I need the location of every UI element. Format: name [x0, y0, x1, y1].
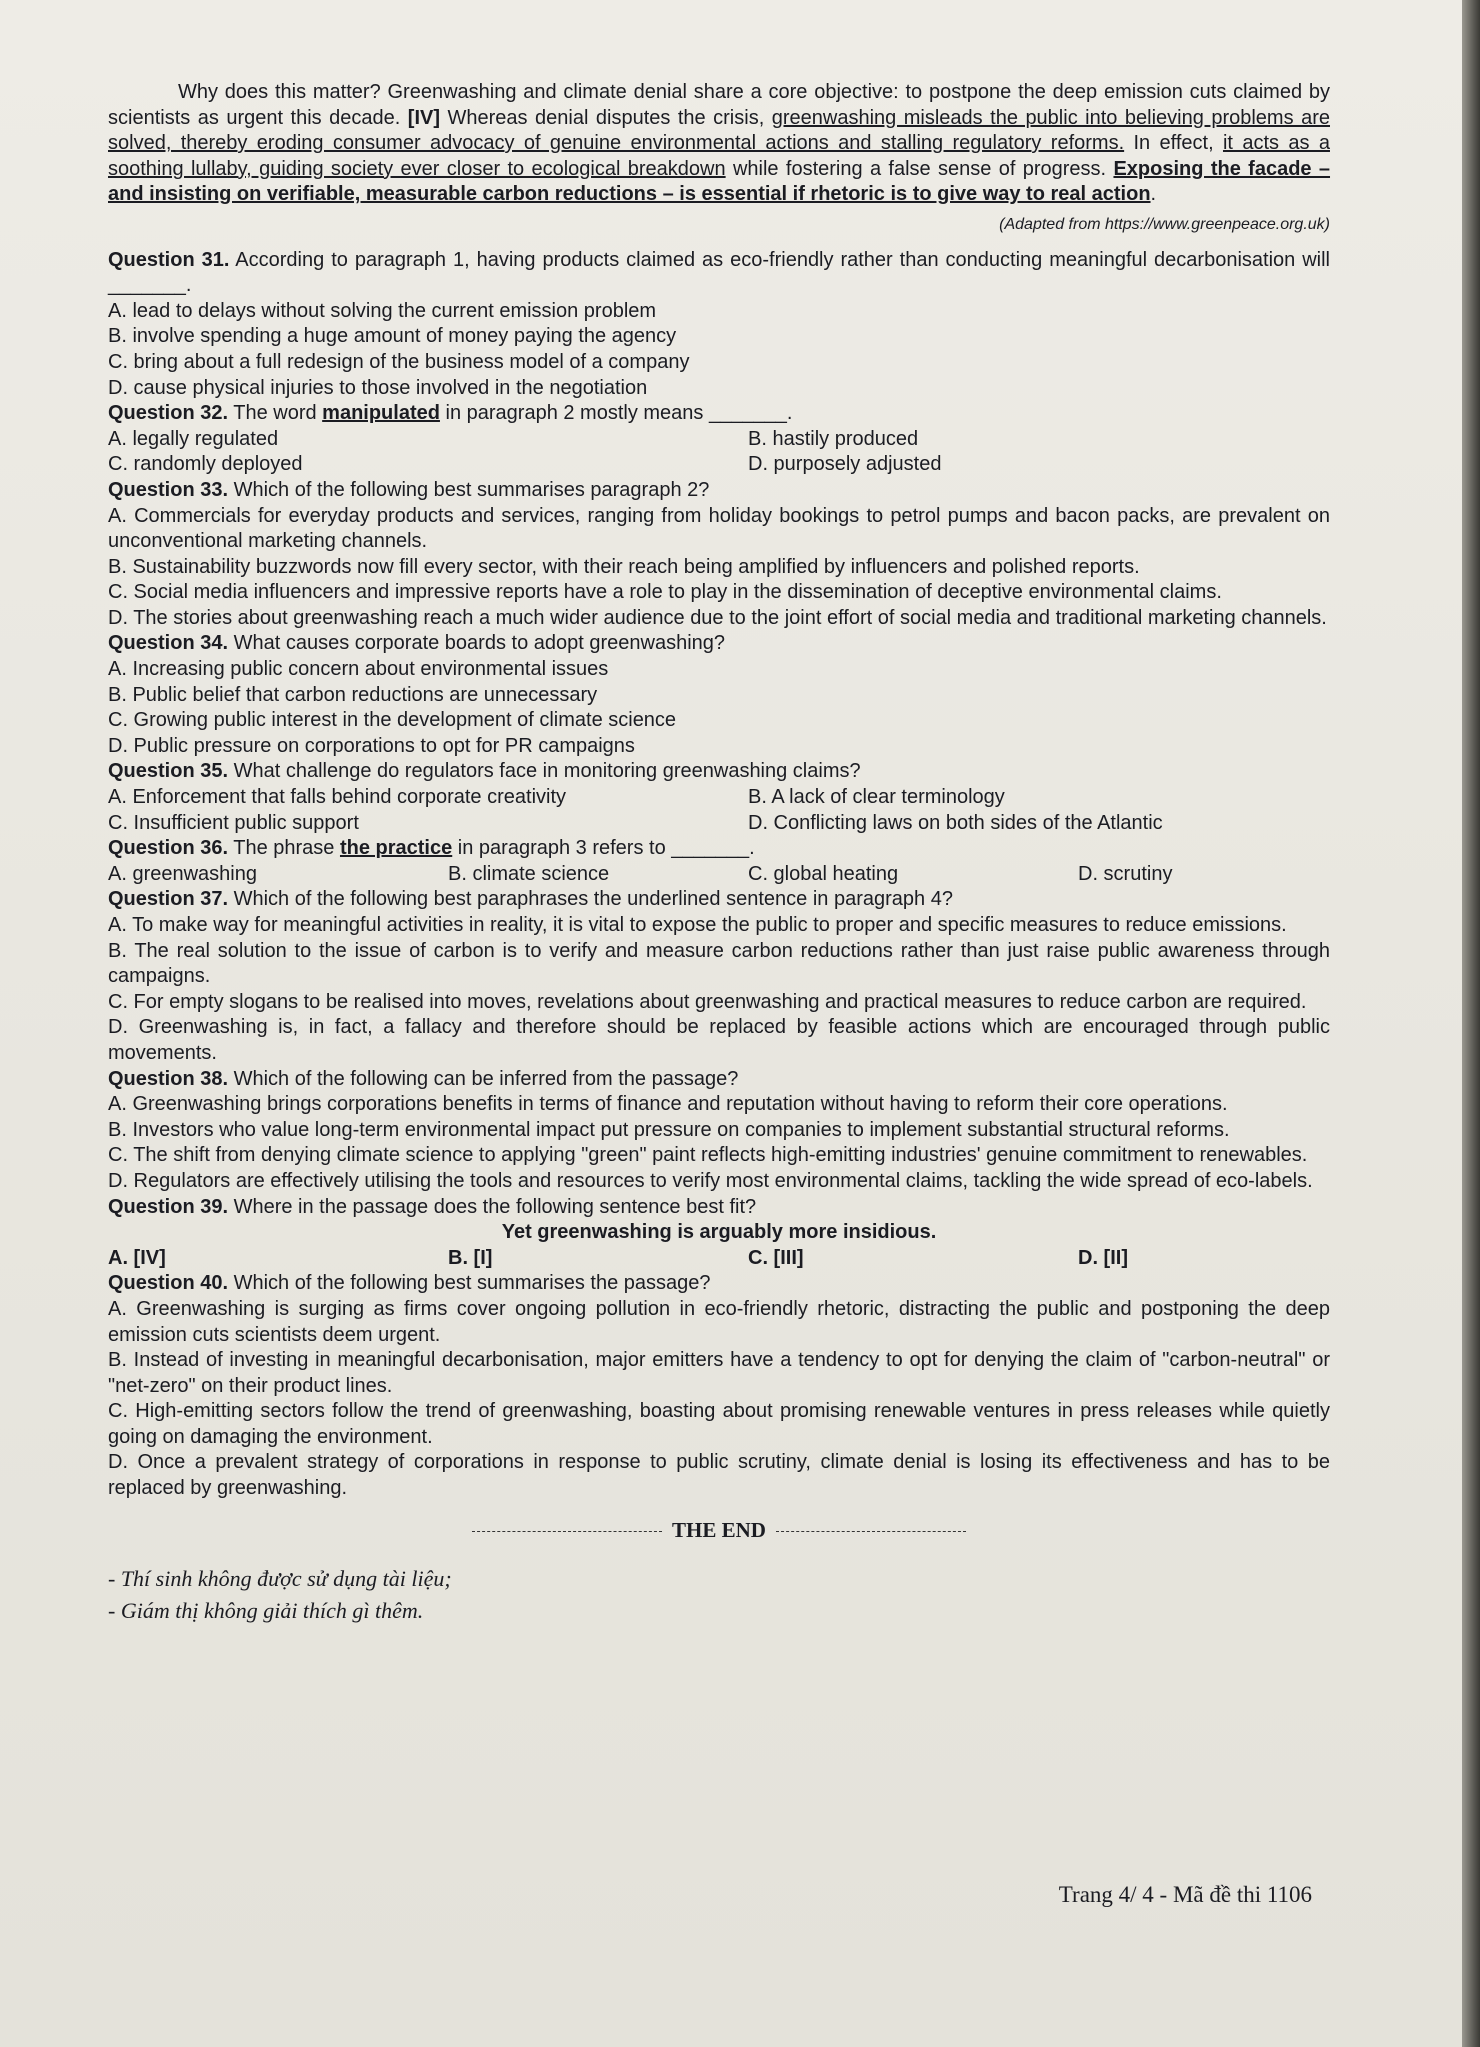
question-36: [108, 836, 1330, 887]
option-b[interactable]: B. The real solution to the issue of carbon is to verify and measure carbon reductions rather than just raise public awareness through campaigns.: [108, 939, 1330, 988]
question-35: [108, 759, 1330, 836]
paragraph-marker: [IV]: [407, 106, 441, 129]
question-37: [108, 887, 1330, 1066]
option-d[interactable]: D. scrutiny: [1078, 862, 1173, 885]
options-grid: [108, 862, 1330, 888]
option-a[interactable]: A. Greenwashing is surging as firms cover ongoing pollution in eco-friendly rhetoric, distracting the public and postponing the deep emission cuts scientists deem urgent.: [108, 1297, 1330, 1346]
page-content: [108, 80, 1330, 1627]
option-d[interactable]: D. cause physical injuries to those involved in the negotiation: [108, 376, 648, 399]
source-citation: (Adapted from https://www.greenpeace.org.uk): [999, 215, 1330, 233]
question-stem: Question 35. What challenge do regulators face in monitoring greenwashing claims?: [108, 760, 861, 783]
end-marker: THE END: [108, 1518, 1330, 1544]
option-d[interactable]: D. Regulators are effectively utilising the tools and resources to verify most environmental claims, tackling the wide spread of eco-labels.: [108, 1169, 1313, 1192]
option-b[interactable]: B. involve spending a huge amount of money paying the agency: [108, 325, 677, 348]
question-stem: Question 36. The phrase the practice in paragraph 3 refers to _______.: [108, 837, 755, 860]
divider: [776, 1531, 966, 1532]
question-33: [108, 478, 1330, 632]
question-34: [108, 631, 1330, 759]
divider: [472, 1531, 662, 1532]
option-b[interactable]: B. Investors who value long-term environmental impact put pressure on companies to implement substantial structural reforms.: [108, 1118, 1230, 1141]
options-grid: [108, 1246, 1330, 1272]
page-edge-shadow: [1462, 0, 1480, 2047]
option-b[interactable]: B. Public belief that carbon reductions are unnecessary: [108, 683, 598, 706]
underlined-text: greenwashing misleads the public into believing problems are solved, thereby eroding consumer advocacy of genuine environmental actions and stalling regulatory reforms.: [108, 106, 1330, 155]
passage-paragraph: Why does this matter? Greenwashing and climate denial share a core objective: to postpone the deep emission cuts claimed by scientists as urgent this decade. [IV] Whereas denial disputes the crisis, greenwashing misleads the public into believing problems are solved, thereby eroding consumer advocacy of genuine environmental actions and stalling regulatory reforms. In effect, it acts as a soothing lullaby, guiding society ever closer to ecological breakdown while fostering a false sense of progress. Exposing the facade – and insisting on verifiable, measurable carbon reductions – is essential if rhetoric is to give way to real action.: [108, 81, 1331, 206]
option-b[interactable]: B. [I]: [448, 1246, 493, 1269]
options-grid: [108, 427, 1330, 478]
option-b[interactable]: B. hastily produced: [748, 427, 919, 450]
question-stem: Question 31. According to paragraph 1, having products claimed as eco-friendly rather than conducting meaningful decarbonisation will _______.: [108, 248, 1330, 297]
option-b[interactable]: B. Sustainability buzzwords now fill every sector, with their reach being amplified by influencers and polished reports.: [108, 555, 1140, 578]
option-c[interactable]: C. High-emitting sectors follow the trend of greenwashing, boasting about promising renewable ventures in press releases while quietly going on damaging the environment.: [108, 1400, 1330, 1448]
option-a[interactable]: A. lead to delays without solving the current emission problem: [108, 299, 657, 322]
question-stem: Question 40. Which of the following best summarises the passage?: [108, 1272, 711, 1295]
option-c[interactable]: C. bring about a full redesign of the business model of a company: [108, 350, 690, 373]
exam-notes: [108, 1563, 1330, 1627]
option-b[interactable]: B. A lack of clear terminology: [748, 786, 1005, 809]
question-stem: Question 37. Which of the following best paraphrases the underlined sentence in paragraph 4?: [108, 888, 953, 911]
option-a[interactable]: A. Greenwashing brings corporations benefits in terms of finance and reputation without having to reform their core operations.: [108, 1093, 1228, 1116]
underlined-sentence: Exposing the facade – and insisting on verifiable, measurable carbon reductions – is essential if rhetoric is to give way to real action: [108, 157, 1331, 206]
option-c[interactable]: C. global heating: [748, 862, 899, 885]
underlined-text: it acts as a soothing lullaby, guiding society ever closer to ecological breakdown: [108, 132, 1330, 180]
options-grid: [108, 785, 1330, 836]
option-a[interactable]: A. [IV]: [108, 1246, 166, 1269]
option-a[interactable]: A. To make way for meaningful activities in reality, it is vital to expose the public to proper and specific measures to reduce emissions.: [108, 914, 1287, 936]
option-a[interactable]: A. greenwashing: [108, 862, 257, 885]
option-a[interactable]: A. Increasing public concern about environmental issues: [108, 658, 609, 681]
option-d[interactable]: D. Conflicting laws on both sides of the Atlantic: [748, 811, 1163, 834]
option-c[interactable]: C. For empty slogans to be realised into moves, revelations about greenwashing and practical measures to reduce carbon are required.: [108, 990, 1307, 1013]
page-footer: Trang 4/ 4 - Mã đề thi 1106: [1058, 1882, 1312, 1907]
option-d[interactable]: D. [II]: [1078, 1246, 1128, 1269]
option-c[interactable]: C. randomly deployed: [108, 453, 303, 476]
question-38: [108, 1067, 1330, 1195]
option-c[interactable]: C. Growing public interest in the development of climate science: [108, 709, 677, 732]
option-c[interactable]: C. Social media influencers and impressive reports have a role to play in the dissemination of deceptive environmental claims.: [108, 581, 1222, 604]
option-d[interactable]: D. Once a prevalent strategy of corporations in response to public scrutiny, climate denial is losing its effectiveness and has to be replaced by greenwashing.: [108, 1451, 1330, 1500]
note-line: - Thí sinh không được sử dụng tài liệu;: [108, 1566, 452, 1592]
question-stem: Question 33. Which of the following best summarises paragraph 2?: [108, 478, 710, 501]
option-a[interactable]: A. legally regulated: [108, 427, 279, 450]
question-stem: Question 39. Where in the passage does the following sentence best fit?: [108, 1195, 757, 1218]
option-b[interactable]: B. climate science: [448, 862, 610, 885]
option-d[interactable]: D. Greenwashing is, in fact, a fallacy and therefore should be replaced by feasible actions which are encouraged through public movements.: [108, 1016, 1330, 1064]
question-40: [108, 1271, 1330, 1501]
question-32: [108, 401, 1330, 478]
question-stem: Question 34. What causes corporate boards to adopt greenwashing?: [108, 632, 726, 655]
question-31: [108, 248, 1330, 402]
option-a[interactable]: A. Enforcement that falls behind corporate creativity: [108, 786, 567, 809]
target-word: manipulated: [322, 402, 440, 425]
insert-sentence: Yet greenwashing is arguably more insidious.: [501, 1221, 937, 1244]
option-d[interactable]: D. Public pressure on corporations to opt for PR campaigns: [108, 734, 635, 757]
question-39: [108, 1195, 1330, 1272]
option-d[interactable]: D. The stories about greenwashing reach a much wider audience due to the joint effort of social media and traditional marketing channels.: [108, 606, 1327, 629]
option-c[interactable]: C. The shift from denying climate science to applying "green" paint reflects high-emitting industries' genuine commitment to renewables.: [108, 1144, 1308, 1167]
option-a[interactable]: A. Commercials for everyday products and services, ranging from holiday bookings to petrol pumps and bacon packs, are prevalent on unconventional marketing channels.: [108, 504, 1330, 553]
note-line: - Giám thị không giải thích gì thêm.: [108, 1598, 424, 1624]
option-c[interactable]: C. [III]: [748, 1246, 804, 1269]
question-stem: Question 38. Which of the following can be inferred from the passage?: [108, 1067, 739, 1090]
option-b[interactable]: B. Instead of investing in meaningful decarbonisation, major emitters have a tendency to opt for denying the claim of "carbon-neutral" or "net-zero" on their product lines.: [108, 1349, 1330, 1397]
option-d[interactable]: D. purposely adjusted: [748, 453, 942, 476]
target-phrase: the practice: [339, 837, 453, 860]
option-c[interactable]: C. Insufficient public support: [108, 811, 359, 834]
question-stem: Question 32. The word manipulated in paragraph 2 mostly means _______.: [108, 402, 793, 425]
